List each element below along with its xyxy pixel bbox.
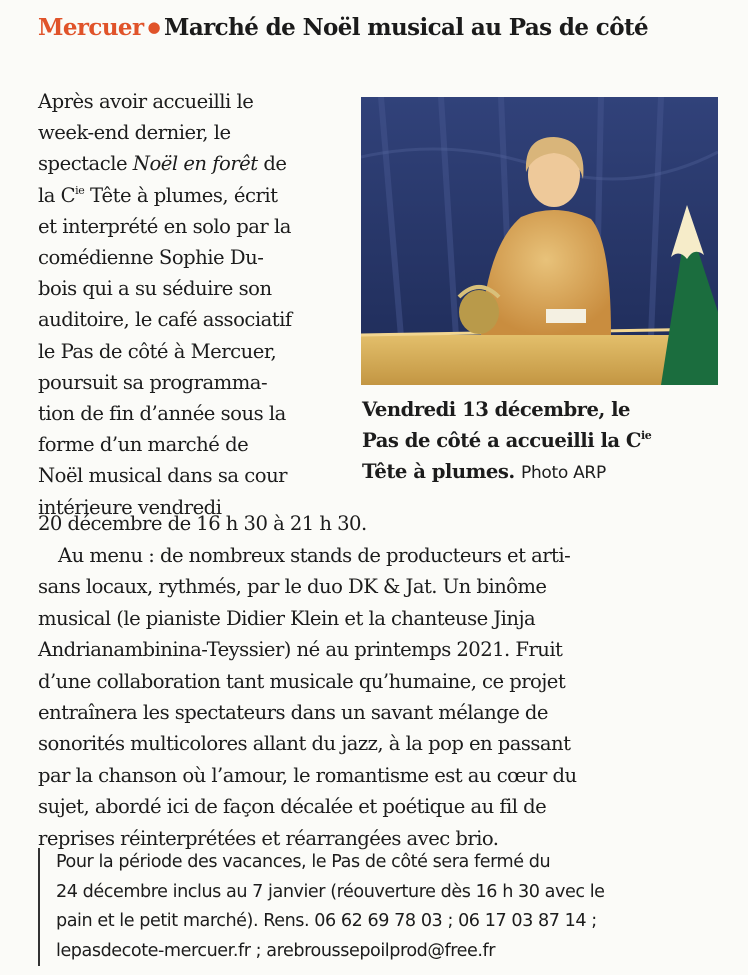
info-line: lepasdecote-mercuer.fr ; arebroussepoilprod@free.fr (56, 940, 496, 961)
body-line: sans locaux, rythmés, par le duo DK & Jat. Un binôme (38, 575, 547, 599)
body-line: week-end dernier, le (38, 121, 231, 145)
info-line: Pour la période des vacances, le Pas de côté sera fermé du (56, 852, 551, 872)
body-line: et interprété en solo par la (38, 214, 291, 238)
body-line: comédienne Sophie Du- (38, 246, 264, 270)
body-date-line: 20 décembre de 16 h 30 à 21 h 30. (38, 512, 367, 535)
body-line: bois qui a su séduire son (38, 277, 272, 301)
body-line: musical (le pianiste Didier Klein et la chanteuse Jinja (38, 606, 536, 630)
headline-kicker: Mercuer (38, 14, 144, 41)
caption-line: Vendredi 13 décembre, le (362, 398, 630, 421)
headline-title: Marché de Noël musical au Pas de côté (164, 14, 649, 41)
body-line: sujet, abordé ici de façon décalée et poétique au fil de (38, 795, 547, 819)
body-full-width (38, 540, 728, 854)
body-line: entraînera les spectateurs dans un savant mélange de (38, 701, 548, 725)
body-left-column (38, 86, 358, 523)
bullet-dot-icon: ● (147, 18, 160, 36)
article-photo (361, 97, 718, 385)
info-line: 24 décembre inclus au 7 janvier (réouverture dès 16 h 30 avec le (56, 881, 605, 902)
body-line: reprises réinterprétées et réarrangées avec brio. (38, 826, 499, 850)
body-line: auditoire, le café associatif (38, 308, 292, 332)
headline (38, 14, 738, 41)
body-line: Noël musical dans sa cour (38, 464, 288, 488)
body-line: d’une collaboration tant musicale qu’humaine, ce projet (38, 669, 566, 693)
body-line: spectacle Noël en forêt de (38, 152, 287, 176)
practical-info-box (38, 848, 728, 966)
body-line: Après avoir accueilli le (38, 90, 254, 113)
caption-line: Tête à plumes. Photo ARP (362, 460, 606, 484)
show-title: Noël en forêt (132, 152, 258, 176)
info-line: pain et le petit marché). Rens. 06 62 69 78 03 ; 06 17 03 87 14 ; (56, 911, 597, 932)
body-line: par la chanson où l’amour, le romantisme est au cœur du (38, 763, 577, 787)
body-line: tion de fin d’année sous la (38, 402, 286, 426)
body-line: Au menu : de nombreux stands de producteurs et arti- (58, 544, 571, 567)
body-line: Andrianambinina-Teyssier) né au printemps 2021. Fruit (38, 638, 563, 662)
body-line: intérieure vendredi (38, 495, 222, 519)
body-line: le Pas de côté à Mercuer, (38, 339, 277, 363)
performer-photo-image (361, 97, 718, 385)
caption-line: Pas de côté a accueilli la $C^{ie}$ (362, 429, 652, 453)
body-line: poursuit sa programma- (38, 370, 268, 394)
photo-credit: Photo ARP (521, 463, 606, 484)
body-line: la $C^{ie}$ Tête à plumes, écrit (38, 183, 278, 207)
body-line: forme d’un marché de (38, 433, 249, 457)
photo-caption (362, 394, 732, 490)
body-line: sonorités multicolores allant du jazz, à la pop en passant (38, 732, 571, 756)
